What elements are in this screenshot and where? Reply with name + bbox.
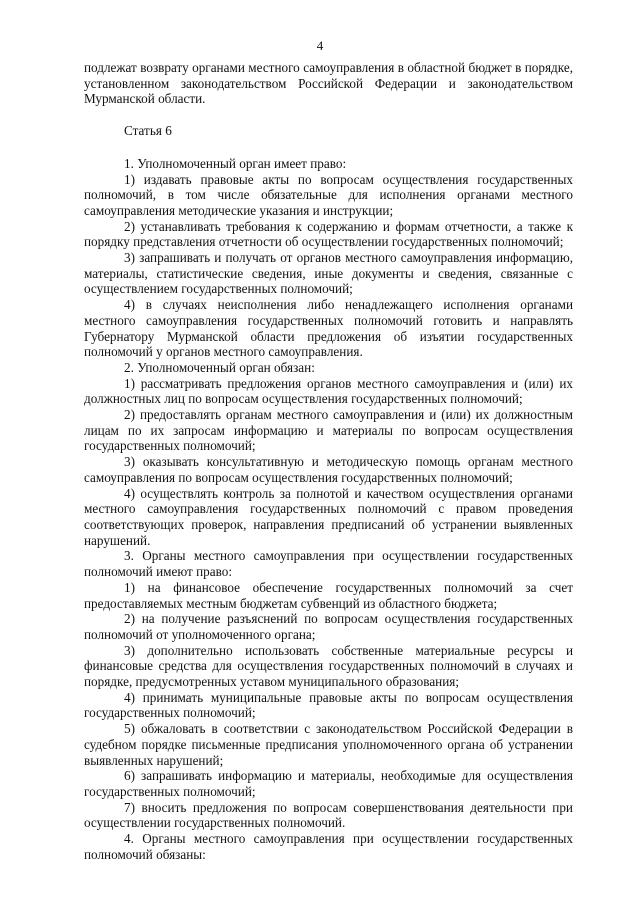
document-body — [84, 60, 573, 862]
paragraph: 2) на получение разъяснений по вопросам осуществления государственных полномочий от уполномоченного органа; — [84, 611, 573, 642]
paragraph: 4) осуществлять контроль за полнотой и качеством осуществления органами местного самоуправления государственных полномочий с правом проведения соответствующих проверок, направления предписаний об устранении выявленных нарушений. — [84, 485, 573, 548]
page-number: 4 — [316, 38, 324, 53]
paragraph: 3. Органы местного самоуправления при осуществлении государственных полномочий имеют право: — [84, 548, 573, 580]
paragraph: 5) обжаловать в соответствии с законодательством Российской Федерации в судебном порядке письменные предписания уполномоченного органа об устранении выявленных нарушений; — [84, 721, 573, 768]
intro-paragraph: подлежат возврату органами местного самоуправления в областной бюджет в порядке, установленном законодательством Российской Федерации и законодательством Мурманской области. — [84, 60, 573, 107]
paragraph: 4) принимать муниципальные правовые акты по вопросам осуществления государственных полномочий; — [84, 689, 573, 721]
paragraph: 2) устанавливать требования к содержанию и формам отчетности, а также к порядку представления отчетности об осуществлении государственных полномочий; — [84, 218, 573, 250]
paragraph: 4) в случаях неисполнения либо ненадлежащего исполнения органами местного самоуправления государственных полномочий готовить и направлять Губернатору Мурманской области предложения об изъятии государственных полномочий у органов местного самоуправления. — [84, 297, 573, 360]
paragraph: 1. Уполномоченный орган имеет право: — [124, 155, 347, 171]
paragraph: 2. Уполномоченный орган обязан: — [124, 359, 315, 375]
paragraph: 3) оказывать консультативную и методическую помощь органам местного самоуправления по вопросам осуществления государственных полномочий; — [84, 454, 573, 485]
paragraph: 1) издавать правовые акты по вопросам осуществления государственных полномочий, в том числе обязательные для исполнения органами местного самоуправления методические указания и инструкции; — [84, 171, 573, 218]
paragraph: 3) запрашивать и получать от органов местного самоуправления информацию, материалы, статистические сведения, иные документы и сведения, связанные с осуществлением государственных полномочий; — [84, 250, 573, 297]
paragraph: 1) на финансовое обеспечение государственных полномочий за счет предоставляемых местным бюджетам субвенций из областного бюджета; — [84, 579, 573, 611]
article-heading: Статья 6 — [124, 123, 172, 139]
paragraph: 6) запрашивать информацию и материалы, необходимые для осуществления государственных полномочий; — [84, 768, 573, 799]
paragraph: 2) предоставлять органам местного самоуправления и (или) их должностным лицам по их запросам информацию и материалы по вопросам осуществления государственных полномочий; — [84, 407, 573, 454]
paragraph: 7) вносить предложения по вопросам совершенствования деятельности при осуществлении государственных полномочий. — [84, 799, 573, 831]
paragraph: 4. Органы местного самоуправления при осуществлении государственных полномочий обязаны: — [84, 831, 573, 862]
paragraph: 1) рассматривать предложения органов местного самоуправления и (или) их должностных лиц по вопросам осуществления государственных полномочий; — [84, 375, 573, 407]
paragraph: 3) дополнительно использовать собственные материальные ресурсы и финансовые средства для осуществления государственных полномочий в случаях и порядке, предусмотренных уставом муниципального образования; — [84, 642, 573, 690]
